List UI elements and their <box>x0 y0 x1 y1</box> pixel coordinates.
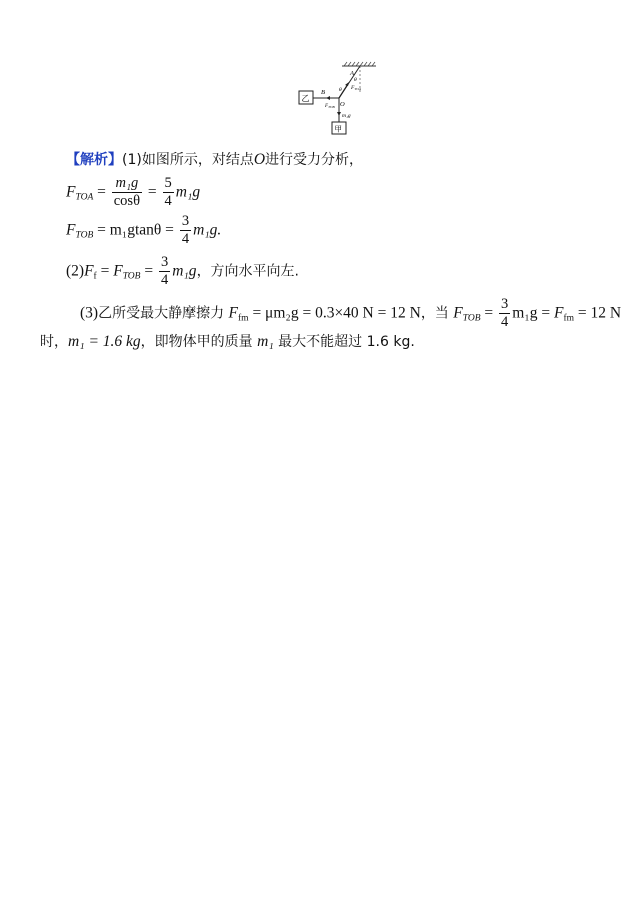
fraction: $\frac{5}{4}$ <box>164 175 172 210</box>
label-ftoa: FTOA <box>351 85 361 91</box>
label-o: O <box>340 101 345 108</box>
jia-label: 甲 <box>334 124 342 134</box>
label-b: B <box>321 89 325 96</box>
analysis-tag: 【解析】 <box>66 152 122 168</box>
label-theta-1: θ <box>339 87 342 93</box>
equation-ftoa: $F_{TOA}$ = $\frac{\text{m₁g}}{\cos\theta}$ = $\frac{5}{4}$ m₁g <box>66 175 201 210</box>
label-a: A <box>350 70 354 77</box>
yi-label: 乙 <box>301 94 310 103</box>
force-diagram <box>290 60 380 142</box>
solution-part-3-cont: 时，m₁ = 1.6 kg，即物体甲的质量 m₁ 最大不能超过 1.6 kg. <box>40 333 415 350</box>
equation-ftob: $F_{TOB} = m_1gtan\theta$ = $\frac{3}{4}$ m₁g. <box>66 213 222 248</box>
fraction: $\frac{\text{m₁g}}{\cos\theta}$ <box>113 175 141 210</box>
label-theta-2: θ <box>354 77 357 83</box>
solution-part-3: (3)乙所受最大静摩擦力 $F_{fm} = \mu m_2g = 0.3\times 40$ N = 12 N，当 $F_{TOB}$ = $\frac{3}{4}$ $m_1g = F_{fm} = 12$ N <box>80 296 622 331</box>
fraction: $\frac{3}{4}$ <box>501 296 509 331</box>
label-m1g: m₁g <box>342 113 351 119</box>
fraction: $\frac{3}{4}$ <box>181 213 190 248</box>
solution-part-2: $(2)F_f = F_{TOB}$ = $\frac{3}{4}$ m₁g，方向水平向左. <box>66 254 300 289</box>
solution-intro: 【解析】(1)如图所示，对结点O进行受力分析， <box>66 151 364 168</box>
label-ftob: $F_{TOB}$ <box>325 104 335 109</box>
fraction: $\frac{3}{4}$ <box>160 254 169 289</box>
